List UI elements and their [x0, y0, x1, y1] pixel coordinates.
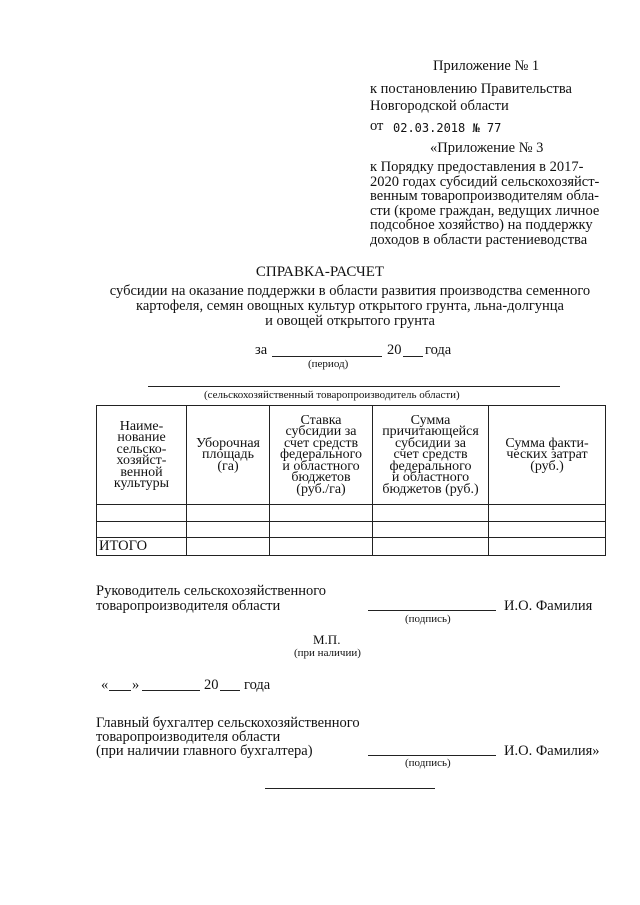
- table-cell[interactable]: [373, 538, 489, 556]
- procedure-line: 2020 годах субсидий сельскохозяйст-: [370, 173, 600, 190]
- subtitle-line: картофеля, семян овощных культур открытого грунта, льна-долгунца: [136, 298, 564, 314]
- subtitle-line: и овощей открытого грунта: [265, 313, 435, 329]
- accountant-title-line-3: (при наличии главного бухгалтера): [96, 743, 313, 759]
- table-cell[interactable]: [489, 505, 606, 522]
- header-crop-name: Наиме- нование сельско- хозяйст- венной культуры: [97, 406, 187, 505]
- table-header-row: [97, 406, 606, 505]
- accountant-signature-caption: (подпись): [405, 757, 451, 769]
- date-quote-open: «: [101, 677, 109, 693]
- head-signature-line[interactable]: [368, 610, 496, 611]
- stamp-label: М.П.: [313, 632, 341, 647]
- date-quote-close: »: [132, 677, 140, 693]
- table-cell[interactable]: [187, 538, 270, 556]
- closing-divider: [265, 788, 435, 789]
- resolution-line-1: к постановлению Правительства: [370, 81, 572, 97]
- period-year-suffix: года: [425, 342, 452, 358]
- table-cell[interactable]: [97, 505, 187, 522]
- period-year-prefix: 20: [387, 342, 402, 358]
- header-subsidy-rate: Ставка субсидии за счет средств федерального и областного бюджетов (руб./га): [270, 406, 373, 505]
- resolution-line-2: Новгородской области: [370, 98, 509, 114]
- accountant-name: И.О. Фамилия»: [504, 743, 600, 759]
- appendix-3-label: «Приложение № 3: [430, 140, 544, 156]
- table-cell[interactable]: [270, 505, 373, 522]
- period-prefix: за: [255, 342, 268, 358]
- header-actual-costs: Сумма факти- ческих затрат (руб.): [489, 406, 606, 505]
- table-cell[interactable]: [187, 521, 270, 538]
- table-row: [97, 521, 606, 538]
- subsidy-table: [96, 405, 606, 556]
- period-caption: (период): [308, 358, 349, 370]
- date-year-suffix: года: [244, 677, 271, 693]
- stamp-note: (при наличии): [294, 647, 361, 659]
- date-year-line[interactable]: [220, 690, 240, 691]
- document-title: СПРАВКА-РАСЧЕТ: [255, 264, 385, 280]
- head-title-line-2: товаропроизводителя области: [96, 598, 281, 614]
- date-prefix: от: [370, 118, 384, 134]
- procedure-line: доходов в области растениеводства: [370, 231, 588, 248]
- subtitle-line: субсидии на оказание поддержки в области развития производства семенного: [109, 283, 591, 299]
- table-cell[interactable]: [373, 505, 489, 522]
- table-cell[interactable]: [270, 521, 373, 538]
- date-year-prefix: 20: [204, 677, 219, 693]
- table-cell[interactable]: [489, 538, 606, 556]
- header-subsidy-amount: Сумма причитающейся субсидии за счет средств федерального и областного бюджетов (руб.): [373, 406, 489, 505]
- table-row: [97, 505, 606, 522]
- table-cell[interactable]: [270, 538, 373, 556]
- period-input-line[interactable]: [272, 356, 382, 357]
- resolution-date: 02.03.2018 № 77: [393, 121, 502, 135]
- appendix-1-label: Приложение № 1: [433, 58, 540, 74]
- producer-input-line[interactable]: [148, 386, 560, 387]
- producer-caption: (сельскохозяйственный товаропроизводитель области): [204, 389, 460, 401]
- period-year-line[interactable]: [403, 356, 423, 357]
- document-subtitle: [80, 284, 620, 329]
- total-label: ИТОГО: [97, 538, 187, 556]
- table-cell[interactable]: [187, 505, 270, 522]
- procedure-text: [370, 160, 610, 247]
- procedure-line: сти (кроме граждан, ведущих личное: [370, 202, 600, 219]
- procedure-line: к Порядку предоставления в 2017-: [370, 159, 584, 175]
- procedure-line: венным товаропроизводителям обла-: [370, 188, 599, 204]
- accountant-title-line-1: Главный бухгалтер сельскохозяйственного: [96, 715, 360, 731]
- table-total-row: [97, 538, 606, 556]
- accountant-signature-line[interactable]: [368, 755, 496, 756]
- table-cell[interactable]: [97, 521, 187, 538]
- accountant-title-line-2: товаропроизводителя области: [96, 729, 281, 745]
- head-title-line-1: Руководитель сельскохозяйственного: [96, 583, 327, 599]
- date-month-line[interactable]: [142, 690, 200, 691]
- header-harvest-area: Уборочная площадь (га): [187, 406, 270, 505]
- date-day-line[interactable]: [109, 690, 131, 691]
- head-signature-caption: (подпись): [405, 613, 451, 625]
- procedure-line: подсобное хозяйство) на поддержку: [370, 217, 593, 233]
- head-name: И.О. Фамилия: [504, 598, 593, 614]
- table-cell[interactable]: [373, 521, 489, 538]
- table-cell[interactable]: [489, 521, 606, 538]
